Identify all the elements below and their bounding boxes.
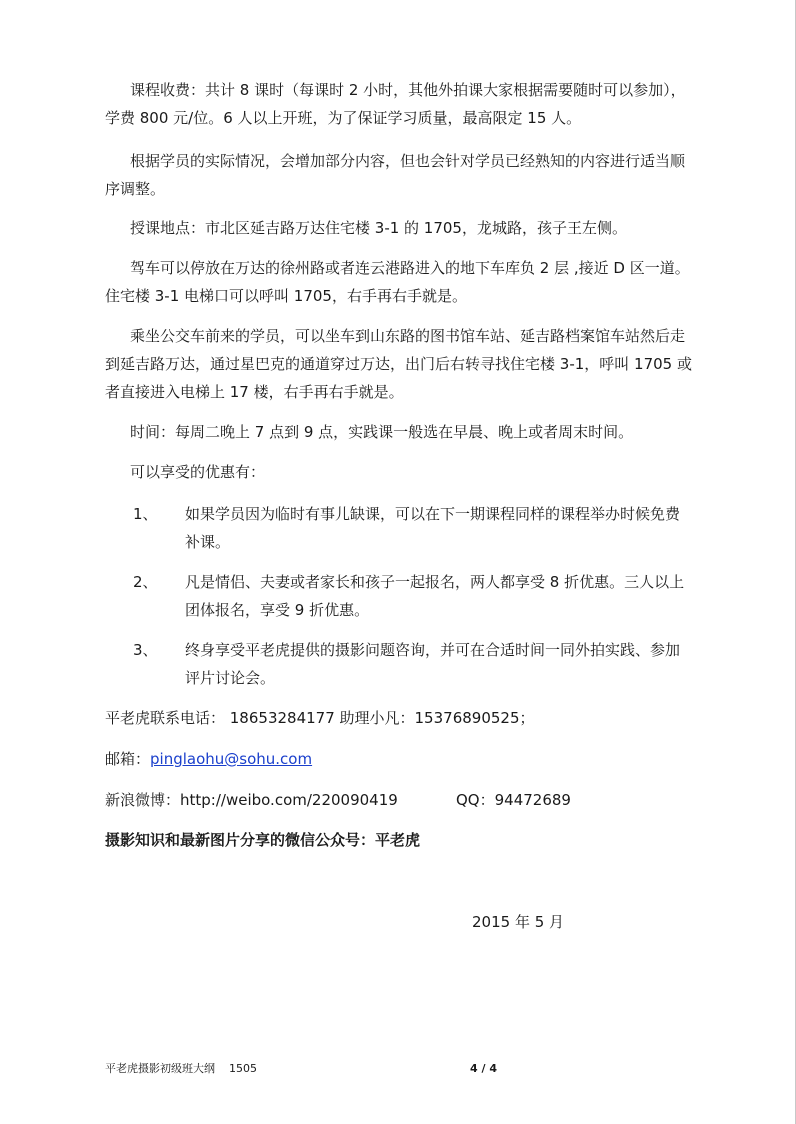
weibo-line: 新浪微博：http://weibo.com/220090419 (105, 791, 398, 809)
benefit-number: 1、 (133, 505, 158, 523)
footer-doc-code: 1505 (229, 1062, 257, 1075)
bus-line-2: 到延吉路万达，通过星巴克的通道穿过万达，出门后右转寻找住宅楼 3-1，呼叫 1705 或 (105, 355, 692, 373)
location-line: 授课地点：市北区延吉路万达住宅楼 3-1 的 1705，龙城路，孩子王左侧。 (130, 219, 627, 237)
footer-doc-title: 平老虎摄影初级班大纲 (105, 1062, 215, 1075)
time-line: 时间：每周二晚上 7 点到 9 点，实践课一般选在早晨、晚上或者周末时间。 (130, 423, 634, 441)
benefit-number: 3、 (133, 641, 158, 659)
benefit-number: 2、 (133, 573, 158, 591)
benefit-text-line-1: 凡是情侣、夫妻或者家长和孩子一起报名，两人都享受 8 折优惠。三人以上 (185, 573, 685, 591)
fee-line-1: 课程收费：共计 8 课时（每课时 2 小时，其他外拍课大家根据需要随时可以参加）， (130, 81, 686, 99)
benefit-text-line-2: 补课。 (185, 533, 231, 551)
bus-line-3: 者直接进入电梯上 17 楼，右手再右手就是。 (105, 383, 404, 401)
benefit-text-line-1: 如果学员因为临时有事儿缺课，可以在下一期课程同样的课程举办时候免费 (185, 505, 681, 523)
drive-line-1: 驾车可以停放在万达的徐州路或者连云港路进入的地下车库负 2 层 ,接近 D 区一道。 (130, 259, 690, 277)
email-line (105, 749, 312, 769)
benefits-intro: 可以享受的优惠有： (130, 463, 266, 481)
adjust-line-1: 根据学员的实际情况，会增加部分内容，但也会针对学员已经熟知的内容进行适当顺 (130, 152, 686, 170)
fee-line-2: 学费 800 元/位。6 人以上开班，为了保证学习质量，最高限定 15 人。 (105, 109, 582, 127)
drive-line-2: 住宅楼 3-1 电梯口可以呼叫 1705，右手再右手就是。 (105, 287, 467, 305)
date-line: 2015 年 5 月 (472, 913, 565, 931)
email-label: 邮箱： (105, 750, 151, 768)
phone-line: 平老虎联系电话： 18653284177 助理小凡：15376890525； (105, 709, 535, 727)
bus-line-1: 乘坐公交车前来的学员，可以坐车到山东路的图书馆车站、延吉路档案馆车站然后走 (130, 327, 686, 345)
footer-page-number: 4 / 4 (470, 1062, 497, 1075)
adjust-line-2: 序调整。 (105, 180, 166, 198)
email-link[interactable]: pinglaohu@sohu.com (150, 750, 313, 768)
benefit-text-line-1: 终身享受平老虎提供的摄影问题咨询，并可在合适时间一同外拍实践、参加 (185, 641, 681, 659)
footer-title (105, 1062, 257, 1076)
benefit-text-line-2: 团体报名，享受 9 折优惠。 (185, 601, 370, 619)
wechat-line: 摄影知识和最新图片分享的微信公众号：平老虎 (105, 831, 421, 849)
qq-line: QQ：94472689 (456, 791, 571, 809)
benefit-text-line-2: 评片讨论会。 (185, 669, 276, 687)
